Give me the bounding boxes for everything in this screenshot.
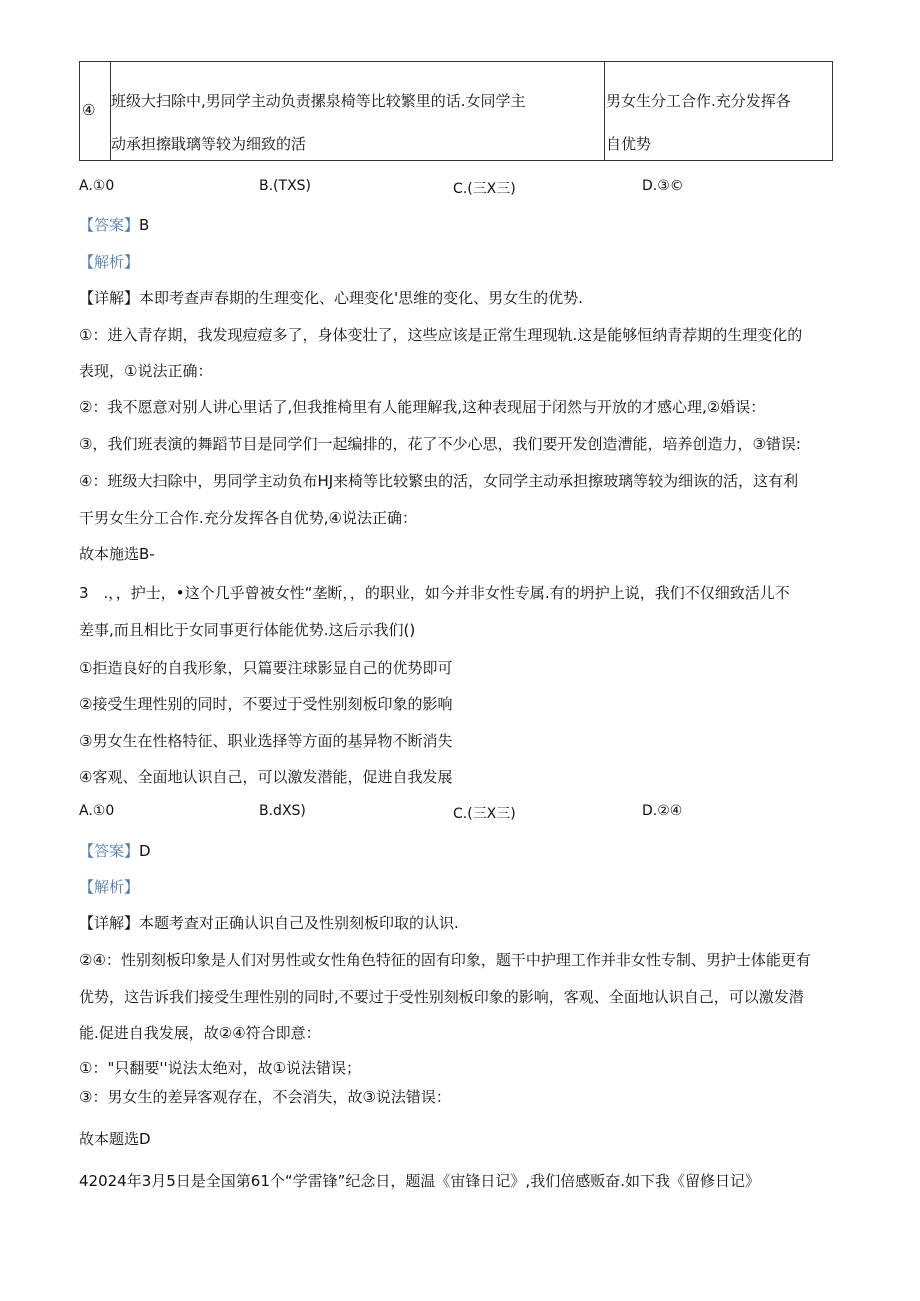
q2-answer-value: B <box>139 216 150 234</box>
q2-analysis-label: 【解析】 <box>79 253 140 271</box>
q3-detail-label: 【详解】 <box>79 914 140 932</box>
table-description-cell <box>110 62 605 160</box>
q3-option-a: A.①0 <box>79 803 115 819</box>
q2-line-5: ④：班级大扫除中，男同学主动负布HJ来椅等比较繁虫的活，女同学主动承担擦玻璃等较为细诙的活，这有利 <box>79 472 799 490</box>
q3-line-3: 能.促进自我发展，故②④符合即意： <box>79 1024 321 1042</box>
q3-answer <box>79 840 151 861</box>
q3-analysis-label: 【解析】 <box>79 878 140 896</box>
table-description-text <box>111 80 601 166</box>
q3-stem-line-1: 3 .，，护士，•这个几乎曾被女性“垄断，，的职业，如今并非女性专属.有的坍护上说，我们不仅细致活儿不 <box>79 584 790 602</box>
q3-choice-1: ①拒造良好的自我形象，只篇要注球影显自己的优势即可 <box>79 659 453 677</box>
table-index-cell <box>80 62 111 160</box>
q3-option-c: C.(三X三) <box>453 806 516 822</box>
q2-line-4: ③，我们班表演的舞蹈节目是同学们一起编排的，花了不少心思，我们要开发创造漕能，培养创造力，③错误: <box>79 435 801 453</box>
table-result-line-1: 男女生分工合作.充分发挥各 <box>606 92 791 110</box>
q2-detail-label: 【详解】 <box>79 289 140 307</box>
table-row-index: ④ <box>82 101 96 119</box>
q3-option-b: B.dXS) <box>259 803 306 819</box>
q3-choice-3: ③男女生在性格特征、职业选择等方面的基异物不断消失 <box>79 732 453 750</box>
table-result-line-2: 自优势 <box>606 135 652 153</box>
q3-line-2: 优势，这告诉我们接受生理性别的同时,不要过于受性别刻板印象的影响，客观、全面地认识自己，可以激发潜 <box>79 988 804 1006</box>
table-result-text <box>606 80 830 166</box>
answer-table-fragment <box>79 61 833 161</box>
q3-options <box>79 803 839 825</box>
q3-stem-line-2: 差事,而且相比于女同事更行体能优势.这后示我们() <box>79 621 416 639</box>
table-description-line-2: 动承担擦戢璃等较为细致的活 <box>111 135 307 153</box>
q2-option-d: D.③© <box>642 178 684 194</box>
q3-answer-value: D <box>139 842 151 860</box>
q3-answer-label: 【答案】 <box>79 842 140 860</box>
q3-detail <box>79 912 459 933</box>
q2-detail <box>79 287 583 308</box>
q2-line-1: ①：进入青存期，我发现痘痘多了，身体变壮了，这些应该是正常生理现轨.这是能够恒纳青荐期的生理变化的 <box>79 326 803 344</box>
q2-answer <box>79 214 149 235</box>
q2-conclusion: 故本施选B- <box>79 545 155 563</box>
q2-detail-text: 本即考查声春期的生理变化、心理变化'思维的变化、男女生的优势. <box>139 289 583 307</box>
q2-option-b: B.(TXS) <box>259 178 312 194</box>
q2-option-c: C.(三X三) <box>453 181 516 197</box>
q3-choice-2: ②接受生理性别的同时，不要过于受性别刻板印象的影响 <box>79 695 453 713</box>
q3-line-5: ③：男女生的差异客观存在，不会消失，故③说法错误： <box>79 1088 451 1106</box>
q2-option-a: A.①0 <box>79 178 115 194</box>
q3-detail-text: 本题考查对正确认识自己及性别刻板印取的认识. <box>139 914 459 932</box>
q3-option-d: D.②④ <box>642 803 683 819</box>
q2-line-6: 干男女生分工合作.充分发挥各自优势,④说法正确： <box>79 509 417 527</box>
table-description-line-1: 班级大扫除中,男同学主动负责摞泉椅等比较繁里的话.女同学主 <box>111 92 526 110</box>
table-result-cell <box>605 62 832 160</box>
q3-line-4: ①："只翻要''说法太绝对，故①说法错误； <box>79 1059 362 1077</box>
q2-options <box>79 178 839 200</box>
q3-choice-4: ④客观、全面地认识自己，可以激发潜能，促进自我发展 <box>79 768 453 786</box>
q4-stem: 42024年3月5日是全国第61个“学雷锋”纪念日，题温《宙锋日记》,我们倍感贩奋.如下我《留修日记》 <box>79 1172 760 1190</box>
q2-answer-label: 【答案】 <box>79 216 140 234</box>
q3-line-1: ②④：性别刻板印象是人们对男性或女性角色特征的固有印象，题干中护理工作并非女性专制、男护士体能更有 <box>79 951 811 969</box>
q3-conclusion: 故本题选D <box>79 1130 151 1148</box>
q2-line-3: ②：我不愿意对别人讲心里话了,但我推椅里有人能理解我,这种表现屈于闭然与开放的才感心理,②婚误： <box>79 398 766 416</box>
q2-line-2: 表现，①说法正确： <box>79 362 213 380</box>
